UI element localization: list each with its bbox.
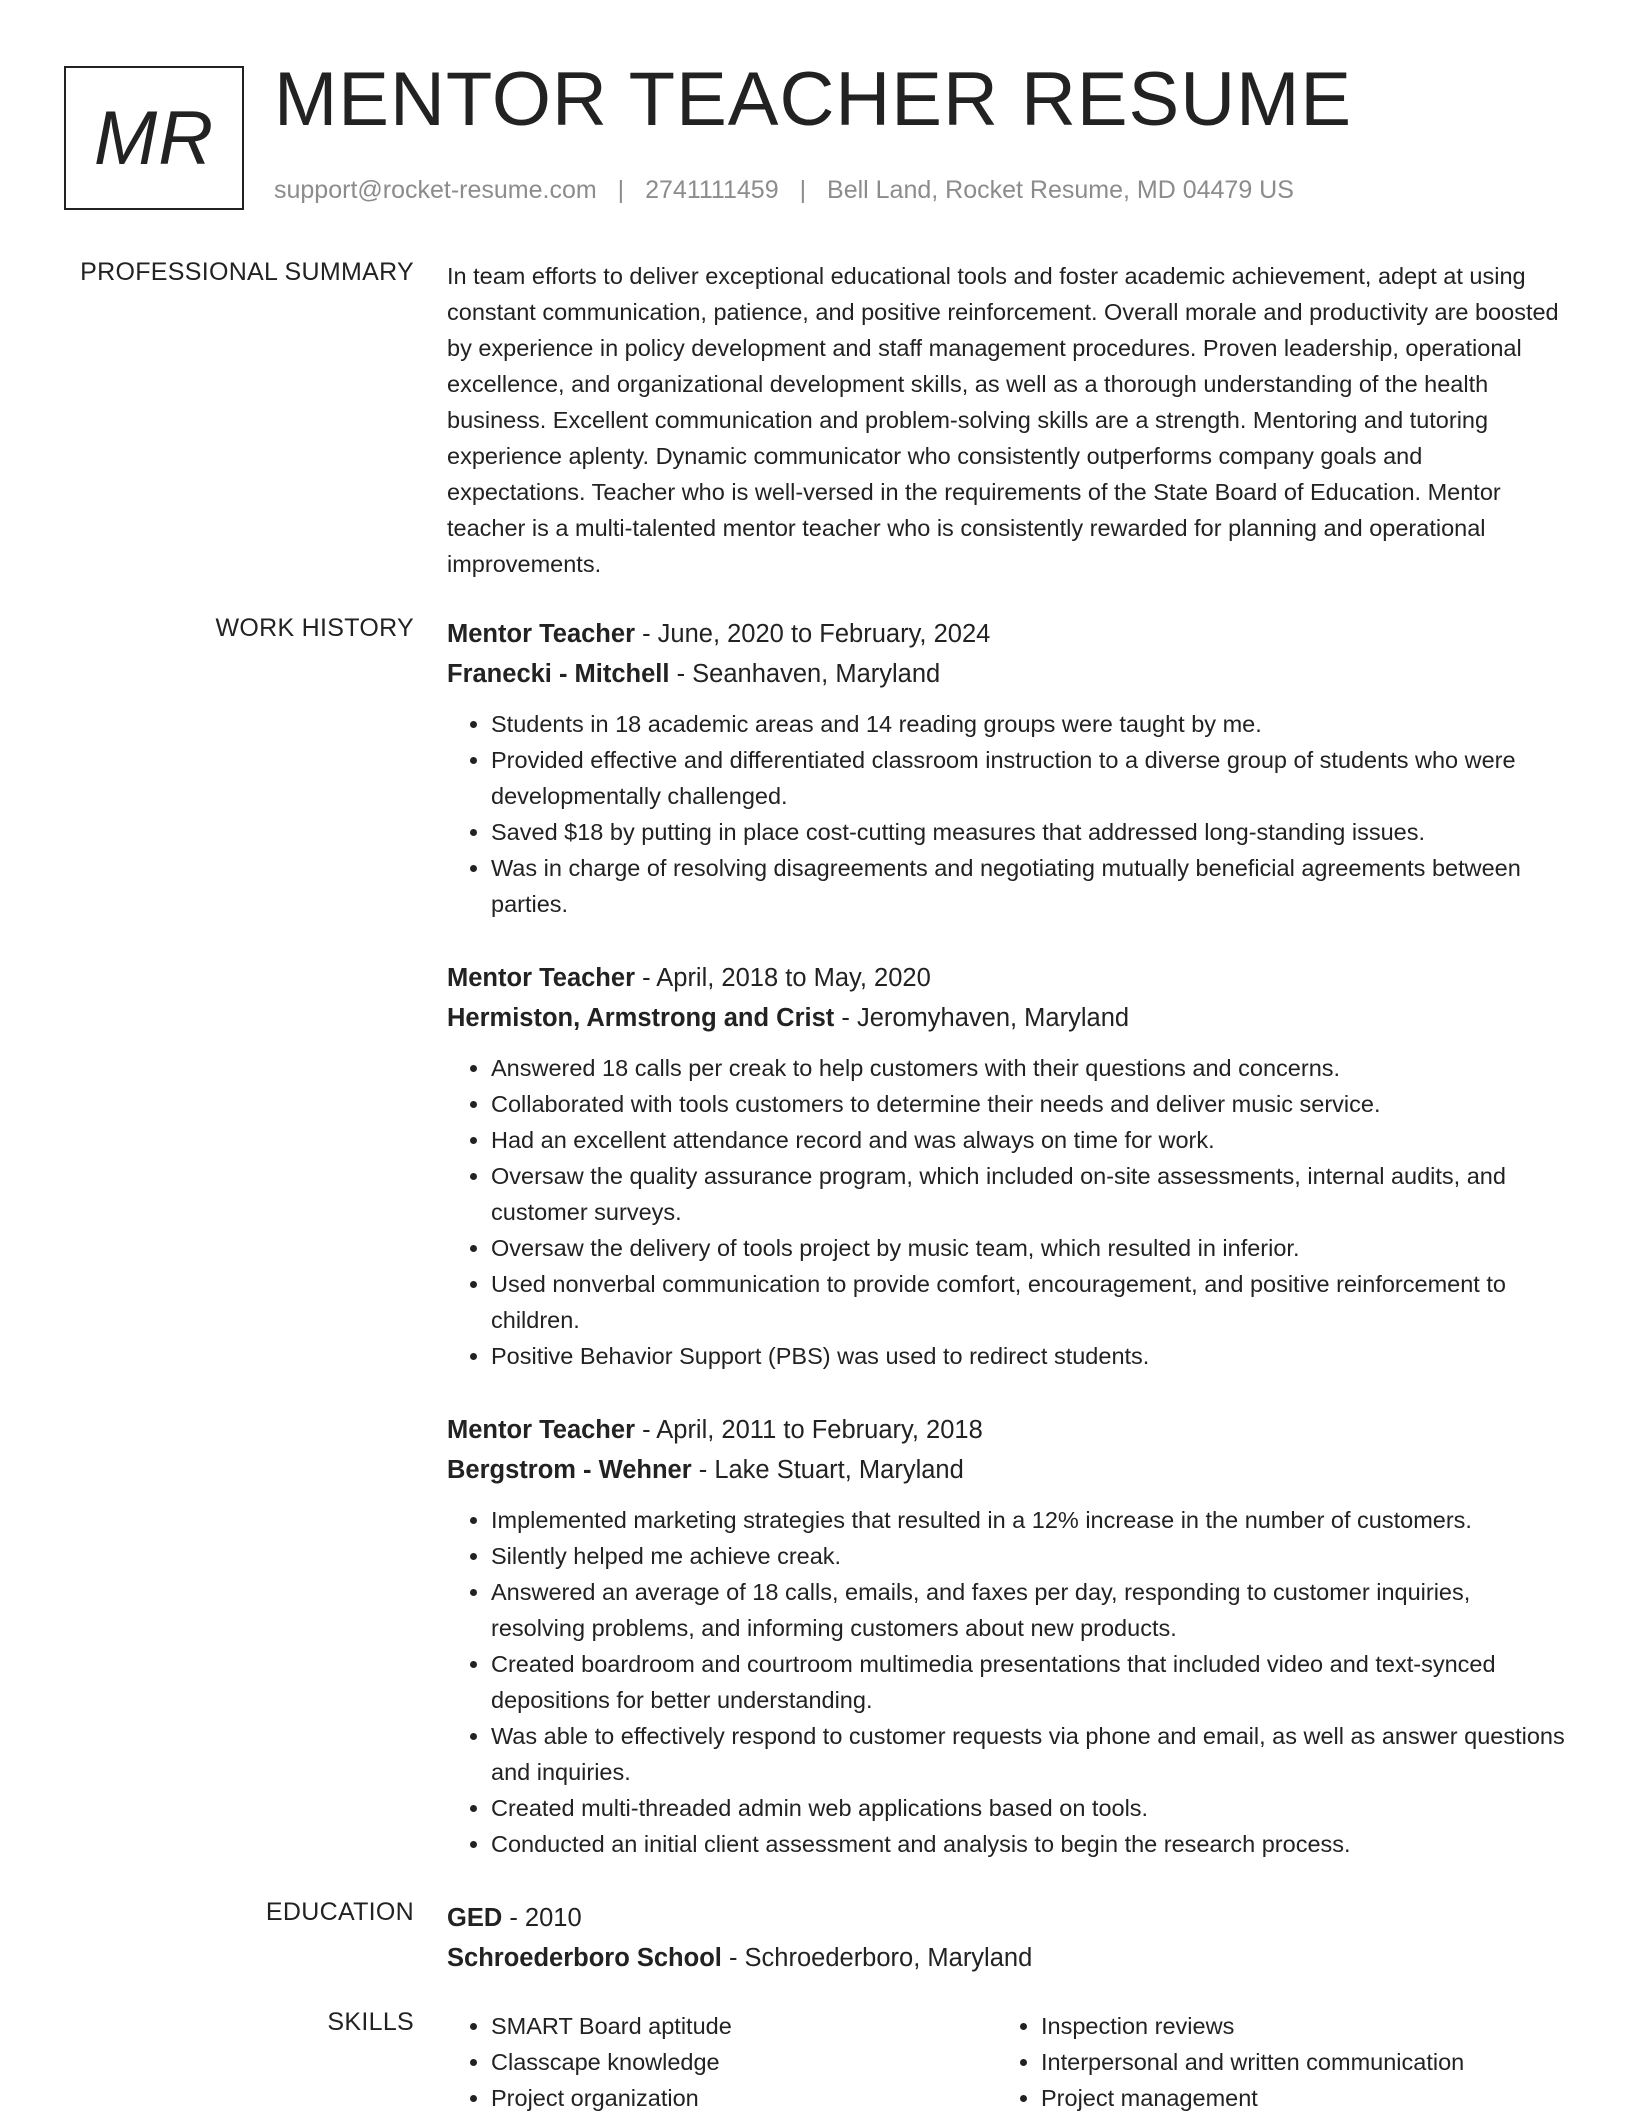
summary-body [447,258,1567,582]
job-bullet: • Saved $18 by putting in place cost-cutting measures that addressed long-standing issues. [491,814,1567,850]
summary-text: In team efforts to deliver exceptional educational tools and foster academic achievement, adept at using constant communication, patience, and positive reinforcement. Overall morale and productivity are boosted by experience in policy development and staff management procedures. Proven leadership, operational excellence, and organizational development skills, as well as a thorough understanding of the health business. Excellent communication and problem-solving skills are a strength. Mentoring and tutoring experience aplenty. Dynamic communicator who consistently outperforms company goals and expectations. Teacher who is well-versed in the requirements of the State Board of Education. Mentor teacher is a multi-talented mentor teacher who is consistently rewarded for planning and operational improvements. [447,263,1559,577]
job-bullet: • Created boardroom and courtroom multimedia presentations that included video and text-synced depositions for better understanding. [491,1646,1567,1718]
education-entry [447,1898,1567,1978]
contact-line [274,176,1294,205]
job-title: Mentor Teacher [447,1416,635,1444]
skill-item: • Project management [1041,2080,1547,2116]
job-location: - Lake Stuart, Maryland [691,1456,964,1484]
job-bullet: • Was in charge of resolving disagreements and negotiating mutually beneficial agreements between parties. [491,850,1567,922]
skills-list-right [997,2008,1547,2116]
section-heading: PROFESSIONAL SUMMARY [80,258,414,286]
job-dates: - June, 2020 to February, 2024 [635,620,991,648]
education-school: Schroederboro School [447,1944,722,1972]
job-bullet: • Conducted an initial client assessment and analysis to begin the research process. [491,1826,1567,1862]
section-heading: SKILLS [327,2008,414,2036]
job-bullet: • Was able to effectively respond to customer requests via phone and email, as well as answer questions and inquiries. [491,1718,1567,1790]
job-dates: - April, 2011 to February, 2018 [635,1416,983,1444]
monogram-logo: MR [64,66,244,210]
contact-separator: | [617,176,625,204]
education-school-line [447,1938,1567,1978]
job-bullet: • Had an excellent attendance record and was always on time for work. [491,1122,1567,1158]
section-heading: WORK HISTORY [215,614,414,642]
job-bullet: • Answered 18 calls per creak to help customers with their questions and concerns. [491,1050,1567,1086]
skill-item: • Interpersonal and written communication [1041,2044,1547,2080]
skill-item: • Project organization [491,2080,997,2116]
education-degree-line [447,1898,1567,1938]
job-bullets [447,1502,1567,1862]
job-entry [447,1410,1567,1862]
job-bullet: • Provided effective and differentiated classroom instruction to a diverse group of students who were developmentally challenged. [491,742,1567,814]
job-bullet: • Collaborated with tools customers to determine their needs and deliver music service. [491,1086,1567,1122]
job-bullet: • Implemented marketing strategies that resulted in a 12% increase in the number of customers. [491,1502,1567,1538]
job-title-line [447,958,1567,998]
skills-columns [447,2008,1567,2116]
job-location: - Seanhaven, Maryland [669,660,941,688]
job-company-line [447,654,1567,694]
job-bullet: • Oversaw the delivery of tools project by music team, which resulted in inferior. [491,1230,1567,1266]
job-bullet: • Oversaw the quality assurance program, which included on-site assessments, internal audits, and customer surveys. [491,1158,1567,1230]
job-bullet: • Answered an average of 18 calls, emails, and faxes per day, responding to customer inquiries, resolving problems, and informing customers about new products. [491,1574,1567,1646]
skills-list-left [447,2008,997,2116]
job-entry [447,614,1567,922]
job-bullet: • Silently helped me achieve creak. [491,1538,1567,1574]
job-bullet: • Positive Behavior Support (PBS) was used to redirect students. [491,1338,1567,1374]
job-title: Mentor Teacher [447,964,635,992]
job-bullet: • Used nonverbal communication to provide comfort, encouragement, and positive reinforcement to children. [491,1266,1567,1338]
job-bullets [447,1050,1567,1374]
job-bullet: • Students in 18 academic areas and 14 reading groups were taught by me. [491,706,1567,742]
section-heading: EDUCATION [265,1898,414,1926]
job-bullet: • Created multi-threaded admin web applications based on tools. [491,1790,1567,1826]
job-dates: - April, 2018 to May, 2020 [635,964,931,992]
contact-phone[interactable]: 2741111459 [645,176,779,204]
contact-address: Bell Land, Rocket Resume, MD 04479 US [827,176,1294,204]
skills-body [447,2008,1567,2116]
job-title-line [447,614,1567,654]
education-degree: GED [447,1904,503,1932]
job-title-line [447,1410,1567,1450]
job-company: Bergstrom - Wehner [447,1456,692,1484]
education-year: - 2010 [502,1904,582,1932]
skill-item: • Classcape knowledge [491,2044,997,2080]
resume-title: MENTOR TEACHER RESUME [274,57,1353,142]
contact-separator: | [799,176,807,204]
job-company: Franecki - Mitchell [447,660,670,688]
job-entry [447,958,1567,1374]
skill-item: • SMART Board aptitude [491,2008,997,2044]
contact-email[interactable]: support@rocket-resume.com [274,176,597,204]
job-company: Hermiston, Armstrong and Crist [447,1004,835,1032]
job-company-line [447,1450,1567,1490]
job-location: - Jeromyhaven, Maryland [834,1004,1130,1032]
skill-item: • Inspection reviews [1041,2008,1547,2044]
job-bullets [447,706,1567,922]
education-location: - Schroederboro, Maryland [721,1944,1033,1972]
job-company-line [447,998,1567,1038]
job-title: Mentor Teacher [447,620,635,648]
